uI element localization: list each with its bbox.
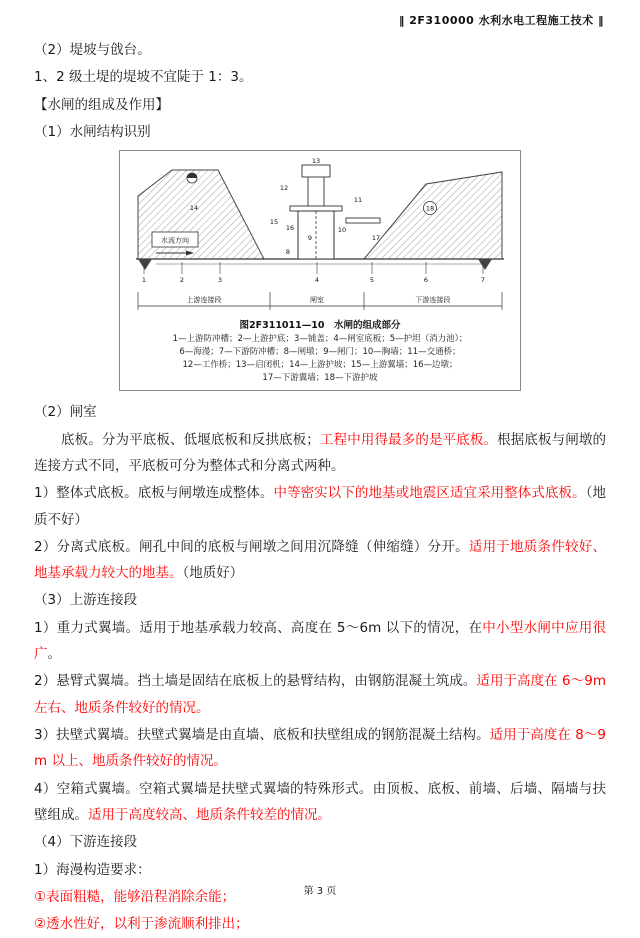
paragraph — [34, 92, 606, 118]
body-text: 2）分离式底板。闸孔中间的底板与闸墩之间用沉降缝（伸缩缝）分开。 — [34, 538, 469, 555]
body-text: 1）海漫构造要求： — [34, 861, 151, 878]
paragraph — [34, 857, 606, 883]
part-number-14: 14 — [189, 204, 199, 213]
body-text: （2）堤坡与戗台。 — [34, 42, 151, 58]
traffic-bridge — [346, 218, 380, 223]
paragraph — [34, 911, 606, 937]
part-number-10: 10 — [337, 226, 347, 235]
sluice-figure — [119, 150, 521, 391]
part-number-9: 9 — [307, 234, 313, 243]
highlighted-text: ②透水性好，以利于渗流顺利排出； — [34, 916, 249, 933]
body-text: 3）扶壁式翼墙。扶壁式翼墙是由直墙、底板和扶壁组成的钢筋混凝土结构。 — [34, 727, 490, 743]
part-number-5: 5 — [369, 276, 375, 285]
part-number-6: 6 — [423, 276, 429, 285]
page-footer: 第 3 页 — [303, 886, 337, 897]
body-text: 2）悬臂式翼墙。挡土墙是固结在底板上的悬臂结构，由钢筋混凝土筑成。 — [34, 673, 477, 690]
part-number-8: 8 — [285, 248, 291, 257]
body-text: 4）空箱式翼墙。空箱式翼墙是扶壁式翼墙的特殊形式。由顶板、底板、前墙、后墙、隔墙与扶壁组成。 — [34, 780, 606, 823]
paragraph — [34, 534, 606, 587]
body-text: （1）水闸结构识别 — [34, 123, 151, 140]
work-bridge — [290, 206, 342, 211]
legend-line: 17—下游翼墙；18—下游护坡 — [262, 372, 378, 383]
legend-line: 1—上游防冲槽；2—上游护底；3—铺盖；4—闸室底板；5—护坦（消力池）； — [172, 334, 468, 345]
figure-caption: 图2F311011—10 水闸的组成部分 — [239, 320, 401, 332]
sluice-cross-section — [130, 156, 510, 314]
part-number-16: 16 — [285, 224, 295, 233]
paragraph — [34, 668, 606, 721]
part-number-11: 11 — [353, 196, 363, 205]
highlighted-text: 适用于地质条件较好、地基承载力较大的地基。 — [34, 538, 607, 582]
paragraph — [34, 64, 606, 90]
body-text: 。 — [47, 646, 61, 663]
sluice-diagram — [124, 156, 516, 314]
paragraph — [34, 399, 606, 425]
chamber-section-label: 闸室 — [310, 296, 324, 305]
page-header: ‖ 2F310000 水利水电工程施工技术 ‖ — [398, 14, 604, 27]
body-text: 【水闸的组成及作用】 — [34, 96, 169, 113]
body-text: 底板。分为平底板、低堰底板和反拱底板； — [61, 431, 320, 448]
paragraph — [34, 587, 606, 613]
part-number-3: 3 — [217, 276, 223, 285]
downstream-section-label: 下游连接段 — [415, 296, 451, 305]
body-text: （4）下游连接段 — [34, 834, 138, 851]
paragraph — [34, 427, 606, 480]
highlighted-text: 工程中用得最多的是平底板。 — [319, 431, 498, 448]
hoist-house — [302, 165, 330, 177]
part-number-12: 12 — [279, 184, 289, 193]
body-text: （3）上游连接段 — [34, 592, 138, 609]
upstream-scour-trench-shape — [138, 259, 152, 270]
body-text: （2）闸室 — [34, 404, 97, 421]
highlighted-text: 适用于高度在 8～9m 以上、地质条件较好的情况。 — [34, 727, 606, 770]
part-number-7: 7 — [480, 276, 486, 285]
body-text: （地质好） — [182, 565, 244, 582]
part-number-4: 4 — [314, 276, 320, 285]
downstream-scour-trench-shape — [478, 259, 492, 270]
intro-paragraphs — [34, 37, 606, 145]
highlighted-text: 适用于高度较高、地质条件较差的情况。 — [88, 806, 331, 823]
paragraph — [34, 776, 606, 829]
highlighted-text: 中小型水闸中应用很广 — [34, 619, 607, 663]
body-text: 1、2 级土堤的堤坡不宜陡于 1：3。 — [34, 69, 253, 86]
part-number-13: 13 — [311, 157, 321, 166]
downstream-embankment — [364, 172, 502, 259]
flow-direction-label: 水流方向 — [161, 236, 189, 245]
legend-line: 12—工作桥；13—启闭机；14—上游护坡；15—上游翼墙；16—边墩； — [182, 359, 458, 370]
paragraph — [34, 829, 606, 855]
body-text: 根据底板与闸墩的连接方式不同，平底板可分为整体式和分离式两种。 — [34, 431, 607, 474]
paragraph — [34, 615, 606, 668]
part-number-18: 18 — [425, 204, 435, 213]
body-text: 1）整体式底板。底板与闸墩连成整体。 — [34, 485, 274, 502]
body-text: 1）重力式翼墙。适用于地基承载力较高、高度在 5～6m 以下的情况，在 — [34, 619, 483, 636]
highlighted-text: ①表面粗糙，能够沿程消除余能； — [34, 888, 236, 905]
part-number-1: 1 — [141, 276, 147, 285]
body-paragraphs — [34, 399, 606, 937]
figure-legend — [124, 333, 516, 384]
legend-line: 6—海漫；7—下游防冲槽；8—闸墩；9—闸门；10—胸墙；11—交通桥； — [179, 347, 461, 357]
upstream-section-label: 上游连接段 — [186, 296, 222, 305]
part-number-2: 2 — [179, 276, 185, 285]
paragraph — [34, 480, 606, 533]
highlighted-text: 适用于高度在 6～9m 左右、地质条件较好的情况。 — [34, 673, 606, 716]
part-number-15: 15 — [269, 218, 279, 227]
paragraph — [34, 119, 606, 145]
paragraph — [34, 37, 606, 63]
body-text: （地质不好） — [34, 485, 607, 528]
paragraph — [34, 722, 606, 775]
highlighted-text: 中等密实以下的地基或地震区适宜采用整体式底板。 — [273, 485, 586, 502]
part-number-17: 17 — [371, 234, 381, 243]
